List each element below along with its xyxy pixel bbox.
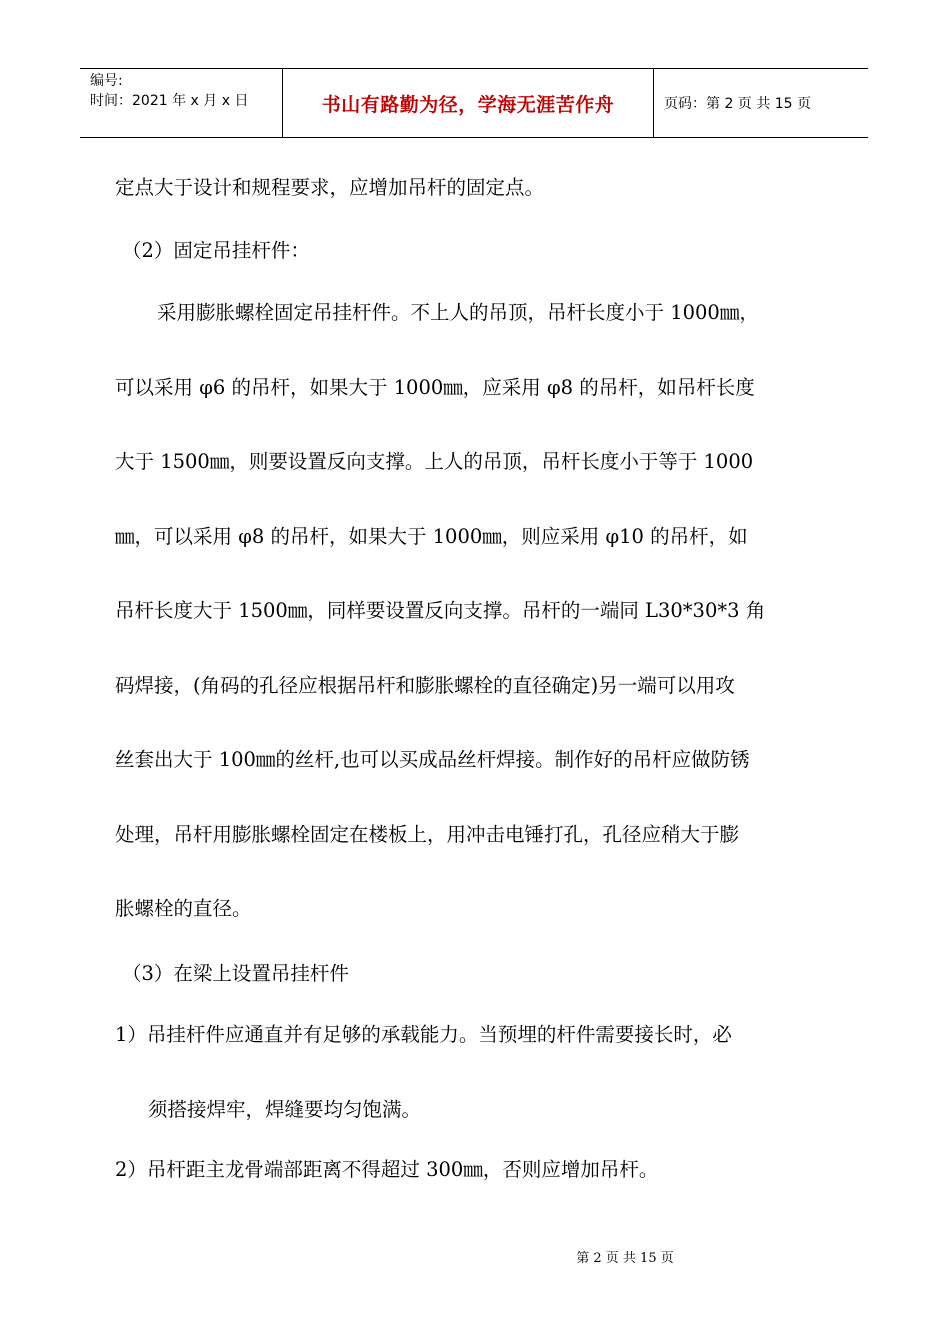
page-header: [80, 68, 868, 138]
document-date: 时间：2021 年 x 月 x 日: [90, 93, 249, 109]
body-line: 吊杆长度大于 1500㎜，同样要设置反向支撑。吊杆的一端同 L30*30*3 角: [115, 599, 766, 622]
body-line: 胀螺栓的直径。: [115, 897, 252, 920]
section-heading: （3）在梁上设置吊挂杆件: [122, 962, 349, 985]
section-heading: （2）固定吊挂杆件：: [122, 239, 310, 262]
list-item-continuation: 须搭接焊牢，焊缝要均匀饱满。: [148, 1098, 422, 1121]
body-line: 定点大于设计和规程要求，应增加吊杆的固定点。: [115, 176, 545, 199]
body-line: 处理，吊杆用膨胀螺栓固定在楼板上，用冲击电锤打孔，孔径应稍大于膨: [115, 823, 740, 846]
body-line: 采用膨胀螺栓固定吊挂杆件。不上人的吊顶，吊杆长度小于 1000㎜，: [157, 301, 759, 324]
body-line: 码焊接，(角码的孔径应根据吊杆和膨胀螺栓的直径确定)另一端可以用攻: [115, 674, 735, 697]
body-line: 可以采用 φ6 的吊杆，如果大于 1000㎜，应采用 φ8 的吊杆，如吊杆长度: [115, 376, 755, 399]
body-line: 丝套出大于 100㎜的丝杆,也可以买成品丝杆焊接。制作好的吊杆应做防锈: [115, 748, 750, 771]
body-line: ㎜，可以采用 φ8 的吊杆，如果大于 1000㎜，则应采用 φ10 的吊杆，如: [115, 525, 748, 548]
header-meta: [80, 69, 282, 137]
list-item: 1）吊挂杆件应通直并有足够的承载能力。当预埋的杆件需要接长时，必: [115, 1023, 732, 1046]
list-item: 2）吊杆距主龙骨端部距离不得超过 300㎜，否则应增加吊杆。: [115, 1158, 659, 1181]
page-footer: 第 2 页 共 15 页: [576, 1251, 674, 1266]
header-page-info: 页码：第 2 页 共 15 页: [664, 96, 811, 112]
header-motto: 书山有路勤为径，学海无涯苦作舟: [282, 69, 654, 137]
body-line: 大于 1500㎜，则要设置反向支撑。上人的吊顶，吊杆长度小于等于 1000: [115, 450, 754, 473]
document-code-label: 编号:: [90, 73, 123, 89]
